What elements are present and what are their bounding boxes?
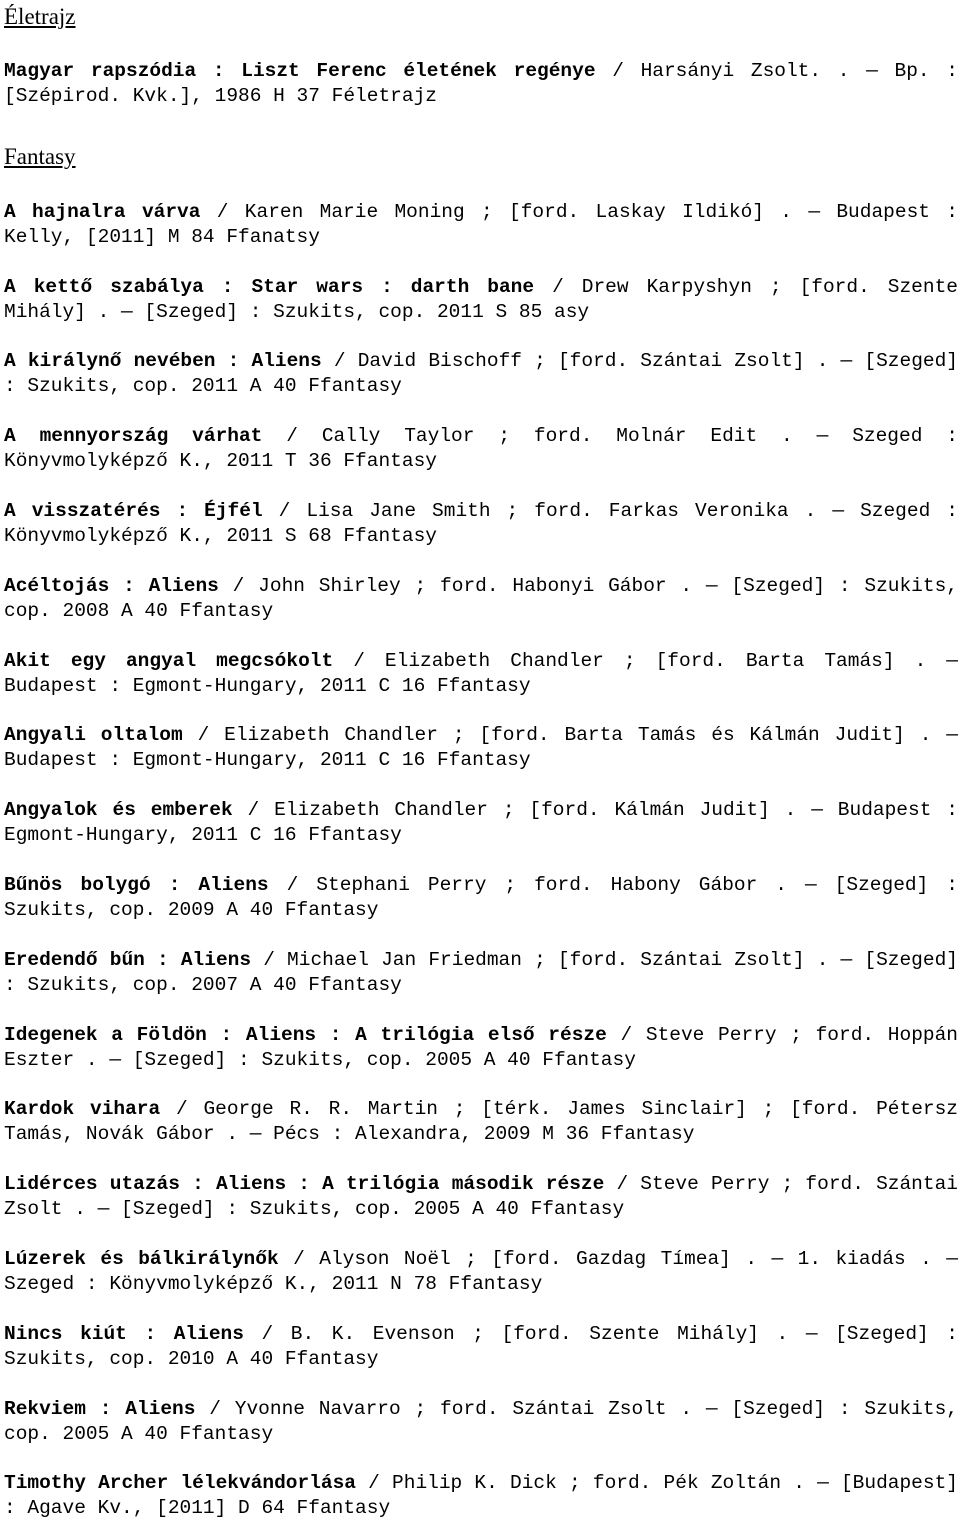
entry-title: Lúzerek és bálkirálynők bbox=[4, 1248, 279, 1270]
catalog-entry bbox=[4, 275, 958, 325]
entry-title: Eredendő bűn : Aliens bbox=[4, 949, 252, 971]
catalog-entry bbox=[4, 424, 958, 474]
catalog-entry bbox=[4, 723, 958, 773]
entry-title: A királynő nevében : Aliens bbox=[4, 350, 322, 372]
entry-details: / Lisa Jane Smith ; ford. Farkas Veronika . — Szeged : Könyvmolyképző K., 2011 S 68 Ffantasy bbox=[4, 500, 958, 547]
section-heading-eletrajz: Életrajz bbox=[4, 4, 76, 29]
entry-title: Idegenek a Földön : Aliens : A trilógia első része bbox=[4, 1024, 607, 1046]
catalog-entry bbox=[4, 1471, 958, 1521]
entry-details: / Karen Marie Moning ; [ford. Laskay Ildikó] . — Budapest : Kelly, [2011] M 84 Ffanatsy bbox=[4, 201, 958, 248]
entry-details: / David Bischoff ; [ford. Szántai Zsolt] . — [Szeged] : Szukits, cop. 2011 A 40 Ffantasy bbox=[4, 350, 959, 397]
entry-title: Akit egy angyal megcsókolt bbox=[4, 650, 334, 672]
catalog-entry bbox=[4, 1322, 958, 1372]
catalog-entry bbox=[4, 499, 958, 549]
catalog-entry bbox=[4, 1247, 958, 1297]
entry-title: Nincs kiút : Aliens bbox=[4, 1323, 244, 1345]
entry-title: Lidérces utazás : Aliens : A trilógia második része bbox=[4, 1173, 605, 1195]
entry-title: Bűnös bolygó : Aliens bbox=[4, 874, 269, 896]
entry-details: / Steve Perry ; ford. Hoppán Eszter . — [Szeged] : Szukits, cop. 2005 A 40 Ffantasy bbox=[4, 1024, 958, 1071]
entry-details: / Harsányi Zsolt. . — Bp. : [Szépirod. Kvk.], 1986 H 37 Féletrajz bbox=[4, 60, 958, 107]
entry-details: / Elizabeth Chandler ; [ford. Barta Tamás] . — Budapest : Egmont-Hungary, 2011 C 16 Ffantasy bbox=[4, 650, 958, 697]
entry-title: A mennyország várhat bbox=[4, 425, 263, 447]
catalog-entry bbox=[4, 948, 958, 998]
entry-title: A kettő szabálya : Star wars : darth bane bbox=[4, 276, 535, 298]
catalog-entry bbox=[4, 1023, 958, 1073]
entry-details: / Elizabeth Chandler ; [ford. Kálmán Judit] . — Budapest : Egmont-Hungary, 2011 C 16 Ffantasy bbox=[4, 799, 958, 846]
catalog-entry bbox=[4, 574, 958, 624]
entry-details: / Drew Karpyshyn ; [ford. Szente Mihály] . — [Szeged] : Szukits, cop. 2011 S 85 asy bbox=[4, 276, 958, 323]
entry-details: / Stephani Perry ; ford. Habony Gábor . — [Szeged] : Szukits, cop. 2009 A 40 Ffantasy bbox=[4, 874, 958, 921]
entry-details: / Alyson Noël ; [ford. Gazdag Tímea] . — 1. kiadás . — Szeged : Könyvmolyképző K., 2011 N 78 Ffantasy bbox=[4, 1248, 958, 1295]
section-heading-fantasy: Fantasy bbox=[4, 144, 76, 169]
entry-title: Acéltojás : Aliens bbox=[4, 575, 219, 597]
catalog-entry bbox=[4, 200, 958, 250]
entry-title: Angyalok és emberek bbox=[4, 799, 233, 821]
entry-details: / Yvonne Navarro ; ford. Szántai Zsolt . — [Szeged] : Szukits, cop. 2005 A 40 Ffantasy bbox=[4, 1398, 958, 1445]
entry-title: A visszatérés : Éjfél bbox=[4, 500, 263, 522]
entry-details: / Steve Perry ; ford. Szántai Zsolt . — [Szeged] : Szukits, cop. 2005 A 40 Ffantasy bbox=[4, 1173, 958, 1220]
entry-details: / Philip K. Dick ; ford. Pék Zoltán . — [Budapest] : Agave Kv., [2011] D 64 Ffantasy bbox=[4, 1472, 958, 1519]
entry-title: Angyali oltalom bbox=[4, 724, 183, 746]
entry-title: Rekviem : Aliens bbox=[4, 1398, 196, 1420]
catalog-entry bbox=[4, 1397, 958, 1447]
catalog-entry bbox=[4, 798, 958, 848]
entry-details: / John Shirley ; ford. Habonyi Gábor . — [Szeged] : Szukits, cop. 2008 A 40 Ffantasy bbox=[4, 575, 958, 622]
entry-title: Magyar rapszódia : Liszt Ferenc életének regénye bbox=[4, 60, 596, 82]
entry-details: / Elizabeth Chandler ; [ford. Barta Tamás és Kálmán Judit] . — Budapest : Egmont-Hungary, 2011 C 16 Ffantasy bbox=[4, 724, 958, 771]
entry-title: A hajnalra várva bbox=[4, 201, 201, 223]
catalog-entry bbox=[4, 59, 958, 109]
catalog-entry bbox=[4, 1172, 958, 1222]
entry-details: / Michael Jan Friedman ; [ford. Szántai Zsolt] . — [Szeged] : Szukits, cop. 2007 A 40 Ffantasy bbox=[4, 949, 958, 996]
catalog-entry bbox=[4, 873, 958, 923]
entry-details: / B. K. Evenson ; [ford. Szente Mihály] . — [Szeged] : Szukits, cop. 2010 A 40 Ffantasy bbox=[4, 1323, 958, 1370]
catalog-entry bbox=[4, 1097, 958, 1147]
catalog-entry bbox=[4, 649, 958, 699]
catalog-entry bbox=[4, 349, 958, 399]
entry-details: / Cally Taylor ; ford. Molnár Edit . — Szeged : Könyvmolyképző K., 2011 T 36 Ffantasy bbox=[4, 425, 958, 472]
entry-details: / George R. R. Martin ; [térk. James Sinclair] ; [ford. Pétersz Tamás, Novák Gábor . — Pécs : Alexandra, 2009 M 36 Ffantasy bbox=[4, 1098, 959, 1145]
entry-title: Timothy Archer lélekvándorlása bbox=[4, 1472, 356, 1494]
entry-title: Kardok vihara bbox=[4, 1098, 161, 1120]
